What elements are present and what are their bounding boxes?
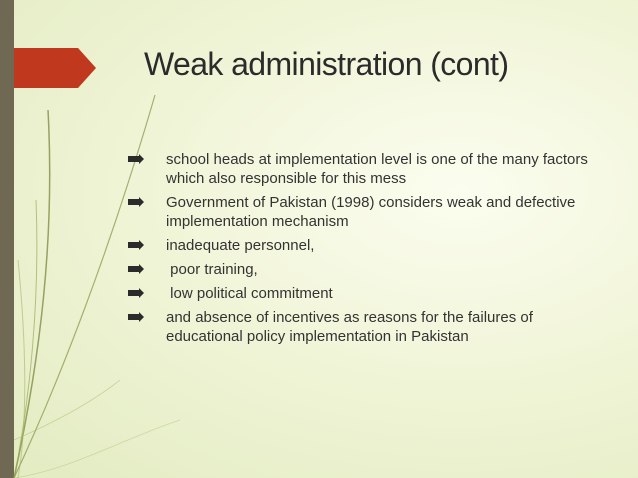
arrow-bullet-icon [128,197,144,207]
bullet-text: inadequate personnel, [166,237,315,254]
bullet-item [128,260,588,279]
bullet-text: and absence of incentives as reasons for the failures of educational policy implementation in Pakistan [166,309,538,345]
bullet-list [128,150,593,351]
bullet-item [128,193,588,231]
bullet-text: school heads at implementation level is one of the many factors which also responsible for this mess [166,151,593,187]
bullet-text: low political commitment [166,285,333,302]
arrow-bullet-icon [128,312,144,322]
arrow-bullet-icon [128,240,144,250]
bullet-text: Government of Pakistan (1998) considers weak and defective implementation mechanism [166,194,580,230]
arrow-bullet-icon [128,154,144,164]
arrow-bullet-icon [128,264,144,274]
bullet-item [128,284,588,303]
title-arrow-shape [0,0,100,140]
bullet-item [128,308,588,346]
arrow-bullet-icon [128,288,144,298]
bullet-text: poor training, [166,261,258,278]
bullet-item [128,150,593,188]
slide-title: Weak administration (cont) [144,46,509,82]
bullet-item [128,236,588,255]
